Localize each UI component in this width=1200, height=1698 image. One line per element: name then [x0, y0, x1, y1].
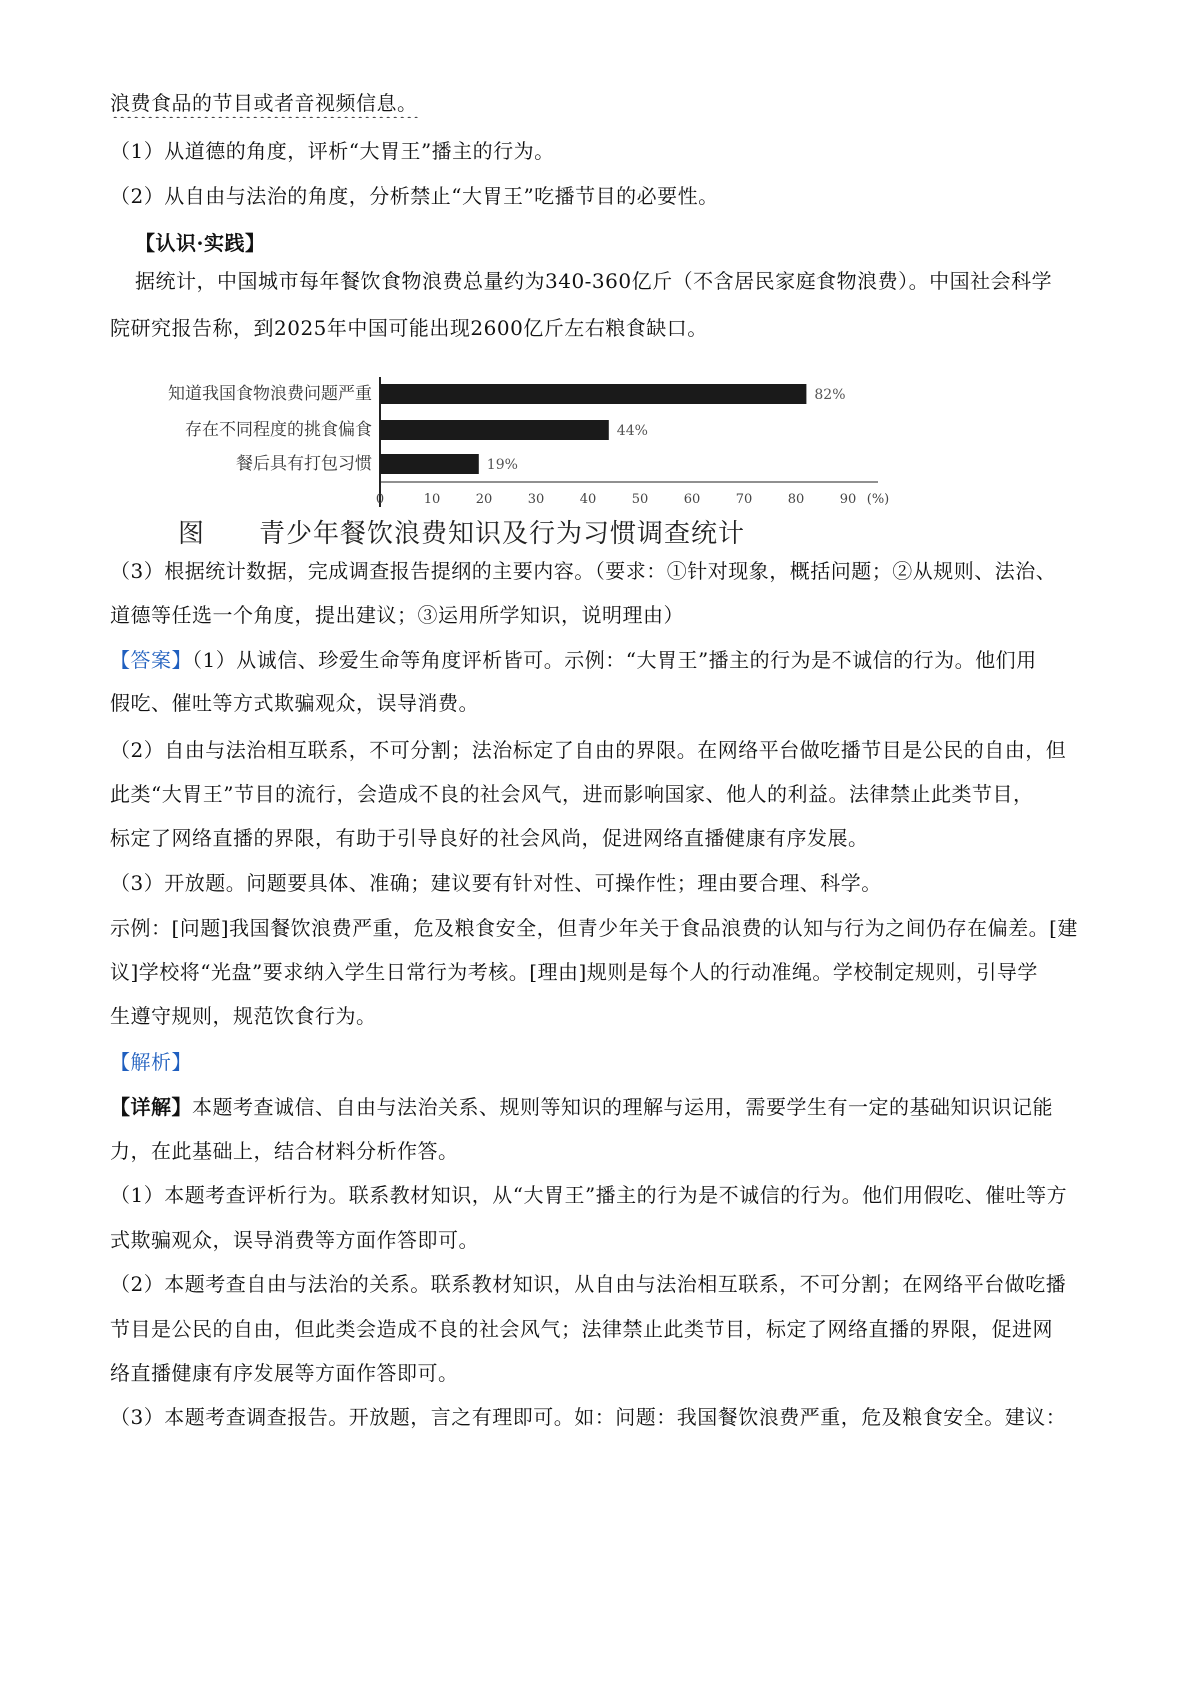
x-tick-label: 10	[423, 492, 441, 507]
text-line: （2）本题考查自由与法治的关系。联系教材知识，从自由与法治相互联系，不可分割；在网络平台做吃播	[110, 1272, 1067, 1296]
text-line: （2）自由与法治相互联系，不可分割；法治标定了自由的界限。在网络平台做吃播节目是公民的自由，但	[110, 738, 1067, 762]
text-line: 力，在此基础上，结合材料分析作答。	[110, 1139, 459, 1163]
chart-title: 图 青少年餐饮浪费知识及行为习惯调查统计	[178, 519, 746, 549]
answer-tag: 【答案】	[110, 648, 192, 672]
text-line: 标定了网络直播的界限，有助于引导良好的社会风尚，促进网络直播健康有序发展。	[110, 826, 869, 850]
text-line: 生遵守规则，规范饮食行为。	[110, 1004, 377, 1028]
x-unit-label: (%)	[866, 492, 890, 507]
section-heading: 【认识·实践】	[135, 231, 266, 255]
answer-line	[110, 645, 1100, 675]
text-line: 此类“大胃王”节目的流行，会造成不良的社会风气，进而影响国家、他人的利益。法律禁止此类节目，	[110, 782, 1034, 806]
text-line: 议]学校将“光盘”要求纳入学生日常行为考核。[理由]规则是每个人的行动准绳。学校制定规则，引导学	[110, 960, 1038, 984]
x-tick-label: 20	[475, 492, 493, 507]
text-line: 示例：[问题]我国餐饮浪费严重，危及粮食安全，但青少年关于食品浪费的认知与行为之间仍存在偏差。[建	[110, 916, 1078, 940]
detail-text: 本题考查诚信、自由与法治关系、规则等知识的理解与运用，需要学生有一定的基础知识识记能	[192, 1095, 1053, 1119]
text-line: 式欺骗观众，误导消费等方面作答即可。	[110, 1228, 479, 1252]
text-line: 据统计，中国城市每年餐饮食物浪费总量约为340-360亿斤（不含居民家庭食物浪费）。中国社会科学	[135, 269, 1053, 293]
question-3: （3）根据统计数据，完成调查报告提纲的主要内容。（要求：①针对现象，概括问题；②从规则、法治、	[110, 559, 1057, 583]
analysis-tag: 【解析】	[110, 1050, 192, 1074]
value-label: 19%	[486, 457, 518, 473]
x-tick-label: 50	[631, 492, 649, 507]
x-tick-label: 30	[527, 492, 545, 507]
question-2: （2）从自由与法治的角度，分析禁止“大胃王”吃播节目的必要性。	[110, 184, 719, 208]
category-label: 餐后具有打包习惯	[236, 454, 372, 474]
text-line: 院研究报告称，到2025年中国可能出现2600亿斤左右粮食缺口。	[110, 316, 708, 340]
text-line: 浪费食品的节目或者音视频信息。	[110, 91, 418, 115]
text-line: 假吃、催吐等方式欺骗观众，误导消费。	[110, 691, 479, 715]
bar	[380, 420, 609, 440]
x-tick-label: 80	[787, 492, 805, 507]
x-tick-label: 70	[735, 492, 753, 507]
value-label: 82%	[814, 387, 846, 403]
value-label: 44%	[616, 423, 648, 439]
text-line: 道德等任选一个角度，提出建议；③运用所学知识，说明理由）	[110, 603, 684, 627]
text-line: （3）开放题。问题要具体、准确；建议要有针对性、可操作性；理由要合理、科学。	[110, 871, 882, 895]
category-label: 知道我国食物浪费问题严重	[168, 384, 372, 404]
category-label: 存在不同程度的挑食偏食	[185, 420, 372, 440]
answer-text: （1）从诚信、珍爱生命等角度评析皆可。示例：“大胃王”播主的行为是不诚信的行为。他们用	[192, 648, 1037, 672]
x-tick-label: 60	[683, 492, 701, 507]
detail-tag: 【详解】	[110, 1095, 192, 1119]
text-line: （3）本题考查调查报告。开放题，言之有理即可。如：问题：我国餐饮浪费严重，危及粮食安全。建议：	[110, 1405, 1067, 1429]
text-line: 节目是公民的自由，但此类会造成不良的社会风气；法律禁止此类节目，标定了网络直播的界限，促进网	[110, 1317, 1053, 1341]
bar	[380, 454, 479, 474]
bar	[380, 384, 806, 404]
detail-line	[110, 1092, 1100, 1122]
question-1: （1）从道德的角度，评析“大胃王”播主的行为。	[110, 139, 555, 163]
x-tick-label: 40	[579, 492, 597, 507]
text-line: 络直播健康有序发展等方面作答即可。	[110, 1361, 459, 1385]
x-tick-label: 0	[375, 492, 385, 507]
x-tick-label: 90	[839, 492, 857, 507]
text-line: （1）本题考查评析行为。联系教材知识，从“大胃王”播主的行为是不诚信的行为。他们用假吃、催吐等方	[110, 1183, 1068, 1207]
